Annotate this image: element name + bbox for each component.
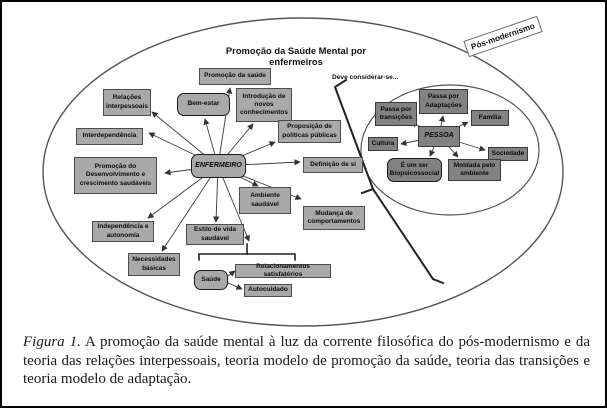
- node-pessoa: PESSOA: [418, 126, 460, 147]
- node-proposicao-politicas: Proposição de políticas públicas: [278, 120, 341, 143]
- node-mudanca-comportamentos: Mudança de comportamentos: [303, 206, 365, 230]
- node-ambiente-saudavel: Ambiente saudável: [239, 187, 291, 214]
- figure-caption-text: A promoção da saúde mental à luz da corrente filosófica do pós-modernismo e da teoria das relações interpessoais, teoria modelo de promoção da saúde, teoria das transições e teoria modelo de adaptação.: [23, 334, 591, 387]
- node-relacoes-interpessoais: Relações interpessoais: [103, 89, 151, 116]
- node-interdependencia: Interdependência: [76, 128, 143, 145]
- node-independencia-autonomia: Independência e autonomia: [92, 221, 154, 242]
- node-relacionamentos-satisfatorios: Relacionamentos satisfatórios: [235, 264, 331, 278]
- node-passa-transicoes: Passa por transições: [375, 102, 417, 126]
- node-definicao-si: Definição de si: [303, 157, 363, 173]
- node-introducao-conhecimentos: Introdução de novos conhecimentos: [236, 88, 292, 122]
- node-cultura: Cultura: [368, 137, 398, 151]
- node-estilo-vida-saudavel: Estilo de vida saudável: [186, 224, 244, 245]
- node-passa-adaptacoes: Passa por Adaptações: [419, 89, 468, 114]
- node-enfermeiro: ENFERMEIRO: [191, 154, 246, 178]
- postmodernism-tag: Pós-modernismo: [463, 16, 542, 57]
- node-autocuidado: Autocuidado: [244, 284, 292, 297]
- concept-map-diagram: [2, 2, 607, 332]
- diagram-title: Promoção da Saúde Mental por enfermeiros: [225, 45, 367, 67]
- node-necessidades-basicas: Necessidades básicas: [128, 253, 180, 276]
- figure-caption-label: Figura 1.: [23, 334, 81, 350]
- node-bem-estar: Bem-estar: [177, 93, 230, 116]
- node-promocao-saude: Promoção da saúde: [199, 68, 271, 85]
- consider-note: Deve considerar-se...: [332, 74, 399, 81]
- node-saude: Saúde: [194, 270, 228, 290]
- node-ser-biopsicossocial: É um ser Biopsicossocial: [387, 158, 442, 182]
- node-familia: Família: [471, 110, 509, 126]
- node-promocao-desenvolvimento: Promoção do Desenvolvimento e crescimento saudáveis: [74, 157, 157, 194]
- node-moldada-ambiente: Moldada pelo ambiente: [448, 159, 501, 181]
- health-group-bracket: [199, 244, 295, 260]
- node-sociedade: Sociedade: [488, 147, 528, 161]
- figure-caption: [23, 333, 590, 389]
